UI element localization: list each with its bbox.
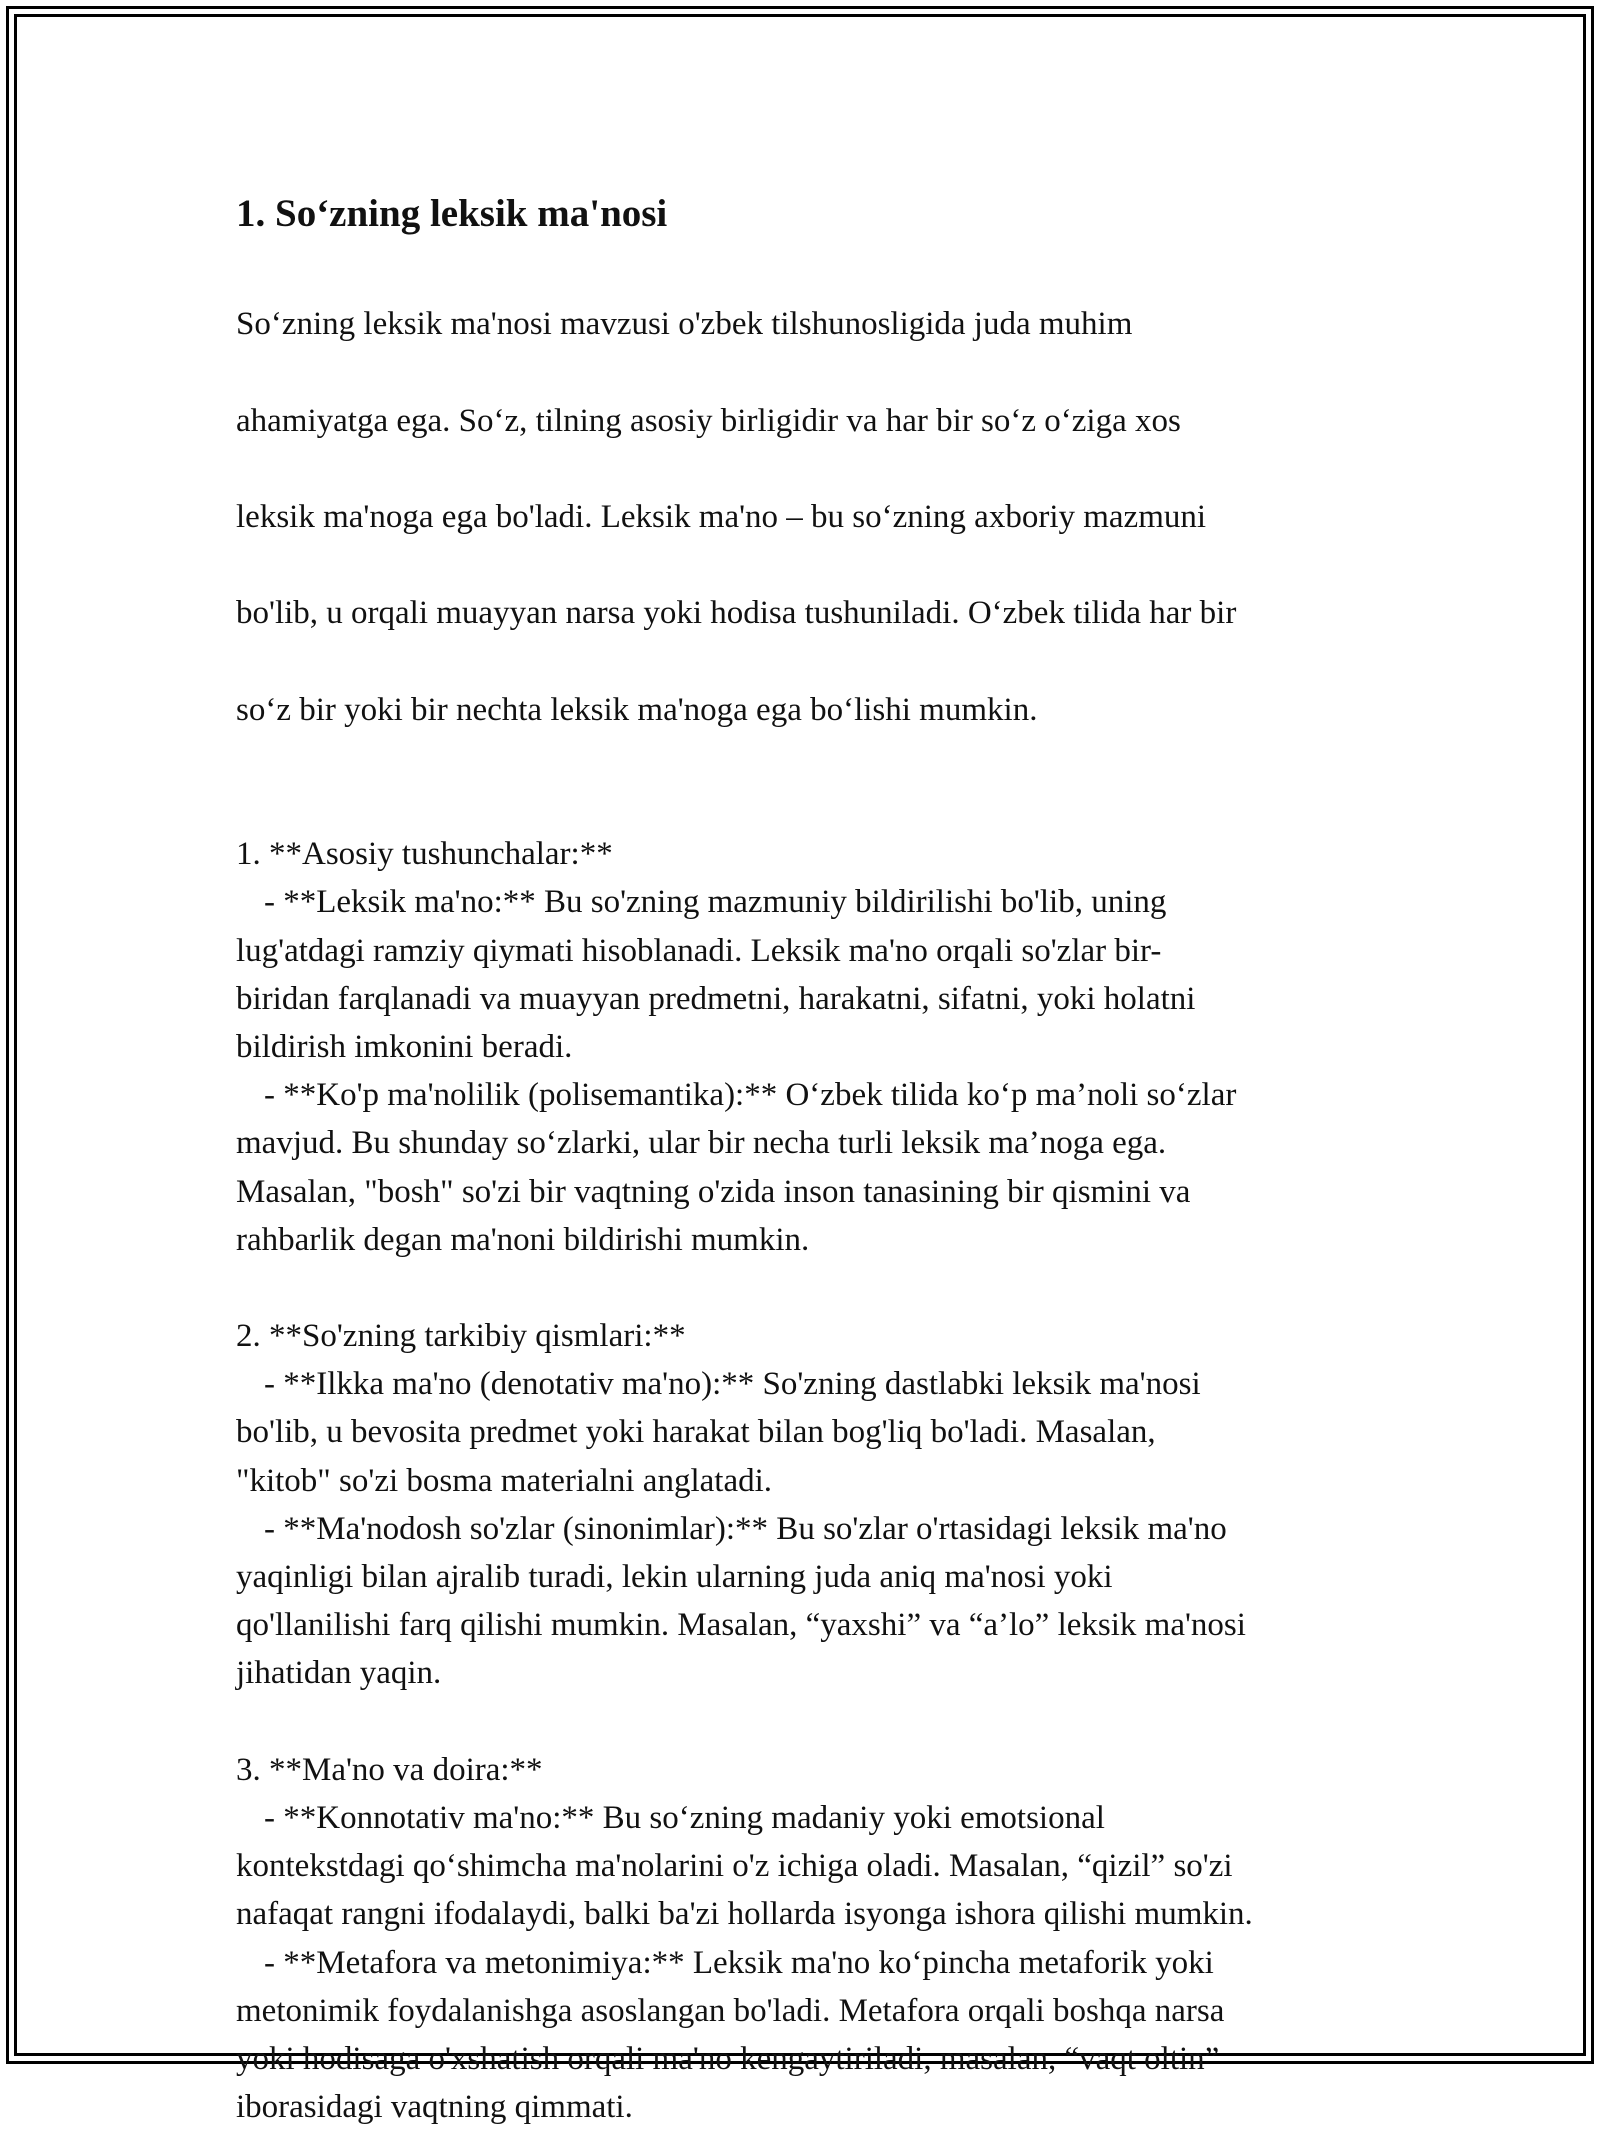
list-item-line: biridan farqlanadi va muayyan predmetni, harakatni, sifatni, yoki holatni (236, 975, 1396, 1023)
intro-line: so‘z bir yoki bir nechta leksik ma'noga ega bo‘lishi mumkin. (236, 686, 1396, 734)
intro-line: leksik ma'noga ega bo'ladi. Leksik ma'no – bu so‘zning axboriy mazmuni (236, 493, 1396, 541)
list-item-line: - **Ilkka ma'no (denotativ ma'no):** So'zning dastlabki leksik ma'nosi (236, 1360, 1396, 1408)
list-item-line: - **Konnotativ ma'no:** Bu so‘zning madaniy yoki emotsional (236, 1794, 1396, 1842)
list-item-line: jihatidan yaqin. (236, 1649, 1396, 1697)
list-item-line: yaqinligi bilan ajralib turadi, lekin ularning juda aniq ma'nosi yoki (236, 1553, 1396, 1601)
intro-line: bo'lib, u orqali muayyan narsa yoki hodisa tushuniladi. O‘zbek tilida har bir (236, 589, 1396, 637)
list-item-line: - **Ko'p ma'nolilik (polisemantika):** O‘zbek tilida ko‘p ma’noli so‘zlar (236, 1071, 1396, 1119)
intro-line: So‘zning leksik ma'nosi mavzusi o'zbek tilshunosligida juda muhim (236, 300, 1396, 348)
list-item-line: "kitob" so'zi bosma materialni anglatadi. (236, 1457, 1396, 1505)
list-item-line: Masalan, "bosh" so'zi bir vaqtning o'zida inson tanasining bir qismini va (236, 1168, 1396, 1216)
list-item-line: nafaqat rangni ifodalaydi, balki ba'zi hollarda isyonga ishora qilishi mumkin. (236, 1890, 1396, 1938)
section-2 (236, 1312, 1396, 1698)
list-item-line: mavjud. Bu shunday so‘zlarki, ular bir necha turli leksik ma’noga ega. (236, 1119, 1396, 1167)
list-item (236, 1939, 1396, 2131)
list-item-line: iborasidagi vaqtning qimmati. (236, 2083, 1396, 2131)
list-item-line: lug'atdagi ramziy qiymati hisoblanadi. Leksik ma'no orqali so'zlar bir- (236, 927, 1396, 975)
section-heading: 3. **Ma'no va doira:** (236, 1746, 1396, 1794)
list-item (236, 1071, 1396, 1264)
list-item-line: - **Metafora va metonimiya:** Leksik ma'no ko‘pincha metaforik yoki (236, 1939, 1396, 1987)
list-item-line: - **Ma'nodosh so'zlar (sinonimlar):** Bu so'zlar o'rtasidagi leksik ma'no (236, 1505, 1396, 1553)
section-3 (236, 1746, 1396, 2131)
intro-paragraph (236, 252, 1396, 782)
document-title: 1. So‘zning leksik ma'nosi (236, 186, 1396, 242)
list-item-line: bildirish imkonini beradi. (236, 1023, 1396, 1071)
list-item-line: bo'lib, u bevosita predmet yoki harakat bilan bog'liq bo'ladi. Masalan, (236, 1408, 1396, 1456)
section-heading: 1. **Asosiy tushunchalar:** (236, 830, 1396, 878)
list-item (236, 1794, 1396, 1939)
list-item-line: rahbarlik degan ma'noni bildirishi mumkin. (236, 1216, 1396, 1264)
list-item-line: metonimik foydalanishga asoslangan bo'ladi. Metafora orqali boshqa narsa (236, 1987, 1396, 2035)
section-1 (236, 830, 1396, 1264)
list-item-line: yoki hodisaga o'xshatish orqali ma'no kengaytiriladi, masalan, “vaqt oltin” (236, 2035, 1396, 2083)
list-item (236, 1505, 1396, 1698)
intro-line: ahamiyatga ega. So‘z, tilning asosiy birligidir va har bir so‘z o‘ziga xos (236, 397, 1396, 445)
list-item (236, 878, 1396, 1071)
list-item-line: kontekstdagi qo‘shimcha ma'nolarini o'z ichiga oladi. Masalan, “qizil” so'zi (236, 1842, 1396, 1890)
list-item-line: - **Leksik ma'no:** Bu so'zning mazmuniy bildirilishi bo'lib, uning (236, 878, 1396, 926)
list-item (236, 1360, 1396, 1505)
list-item-line: qo'llanilishi farq qilishi mumkin. Masalan, “yaxshi” va “a’lo” leksik ma'nosi (236, 1601, 1396, 1649)
section-heading: 2. **So'zning tarkibiy qismlari:** (236, 1312, 1396, 1360)
document-body (236, 186, 1396, 2131)
